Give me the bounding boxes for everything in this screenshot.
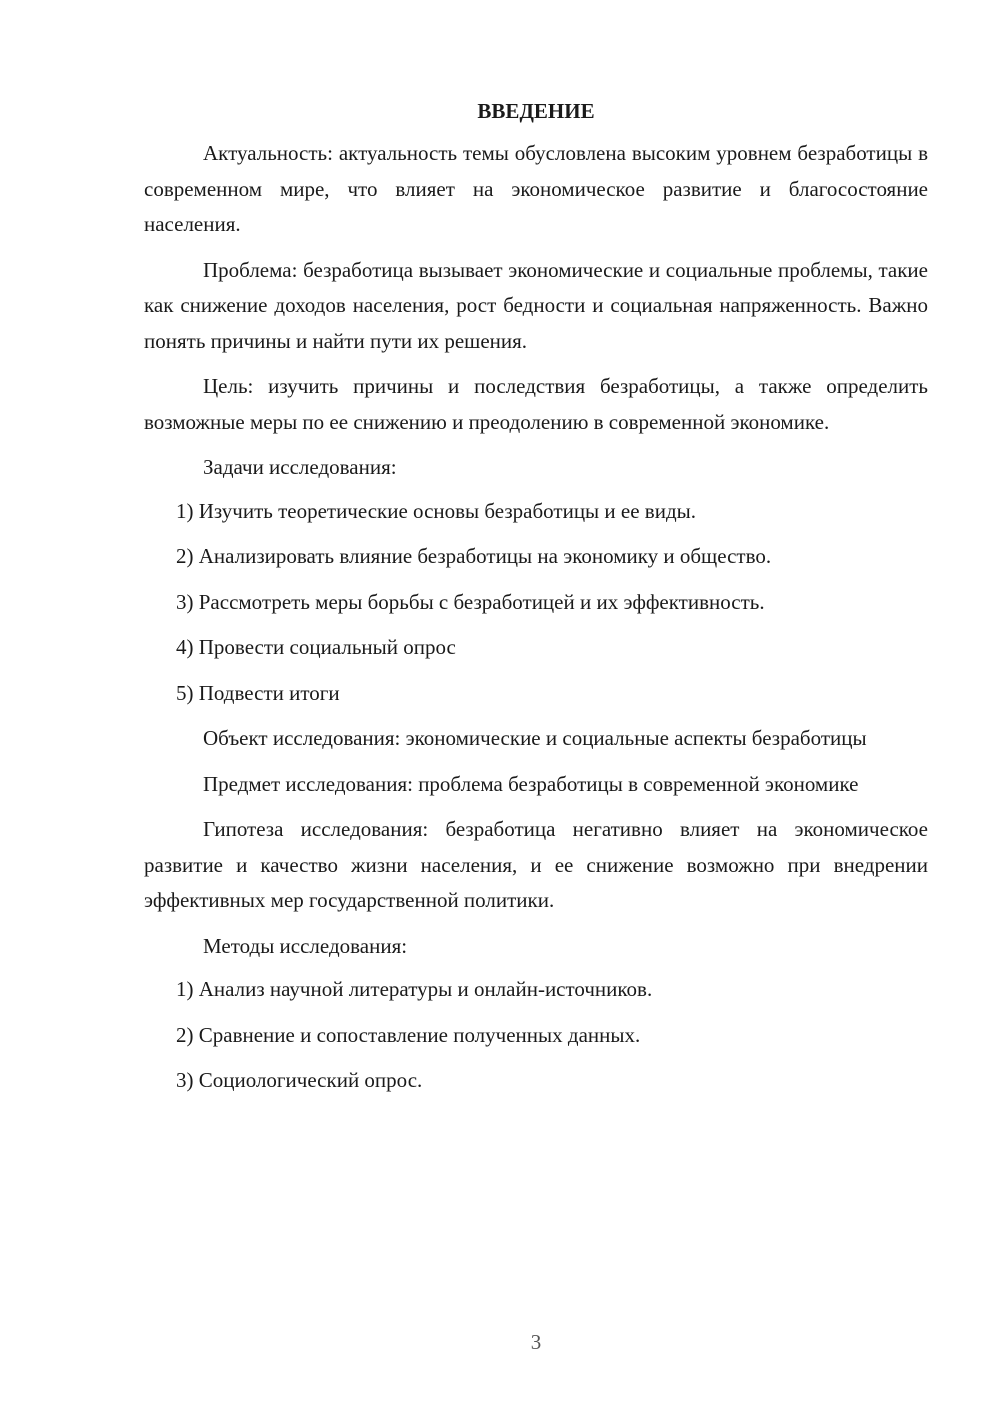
hypothesis-paragraph: Гипотеза исследования: безработица негативно влияет на экономическое развитие и качество жизни населения, и ее снижение возможно при внедрении эффективных мер государственной политики. bbox=[144, 817, 928, 912]
page-number: 3 bbox=[530, 1330, 542, 1354]
methods-heading: Методы исследования: bbox=[203, 933, 408, 958]
task-item: 1) Изучить теоретические основы безработицы и ее виды. bbox=[176, 498, 696, 523]
method-item: 1) Анализ научной литературы и онлайн-источников. bbox=[176, 977, 653, 1001]
task-item: 5) Подвести итоги bbox=[176, 680, 340, 705]
problem-paragraph: Проблема: безработица вызывает экономические и социальные проблемы, такие как снижение доходов населения, рост бедности и социальная напряженность. Важно понять причины и найти пути их решения. bbox=[144, 257, 928, 353]
tasks-heading: Задачи исследования: bbox=[203, 455, 397, 479]
task-item: 2) Анализировать влияние безработицы на экономику и общество. bbox=[176, 544, 772, 568]
relevance-paragraph: Актуальность: актуальность темы обусловлена высоким уровнем безработицы в современном мире, что влияет на экономическое развитие и благосостояние населения. bbox=[144, 141, 928, 236]
goal-paragraph: Цель: изучить причины и последствия безработицы, а также определить возможные меры по ее снижению и преодолению в современной экономике. bbox=[144, 374, 928, 434]
tasks-list bbox=[144, 494, 928, 712]
page-title: ВВЕДЕНИЕ bbox=[477, 99, 595, 123]
task-item: 3) Рассмотреть меры борьбы с безработицей и их эффективность. bbox=[176, 589, 765, 614]
method-item: 2) Сравнение и сопоставление полученных данных. bbox=[176, 1022, 641, 1047]
object-paragraph: Объект исследования: экономические и социальные аспекты безработицы bbox=[203, 726, 867, 750]
subject-paragraph: Предмет исследования: проблема безработицы в современной экономике bbox=[203, 771, 859, 796]
page-content bbox=[144, 96, 928, 1109]
methods-list bbox=[144, 972, 928, 1099]
method-item: 3) Социологический опрос. bbox=[176, 1068, 423, 1092]
task-item: 4) Провести социальный опрос bbox=[176, 635, 456, 659]
